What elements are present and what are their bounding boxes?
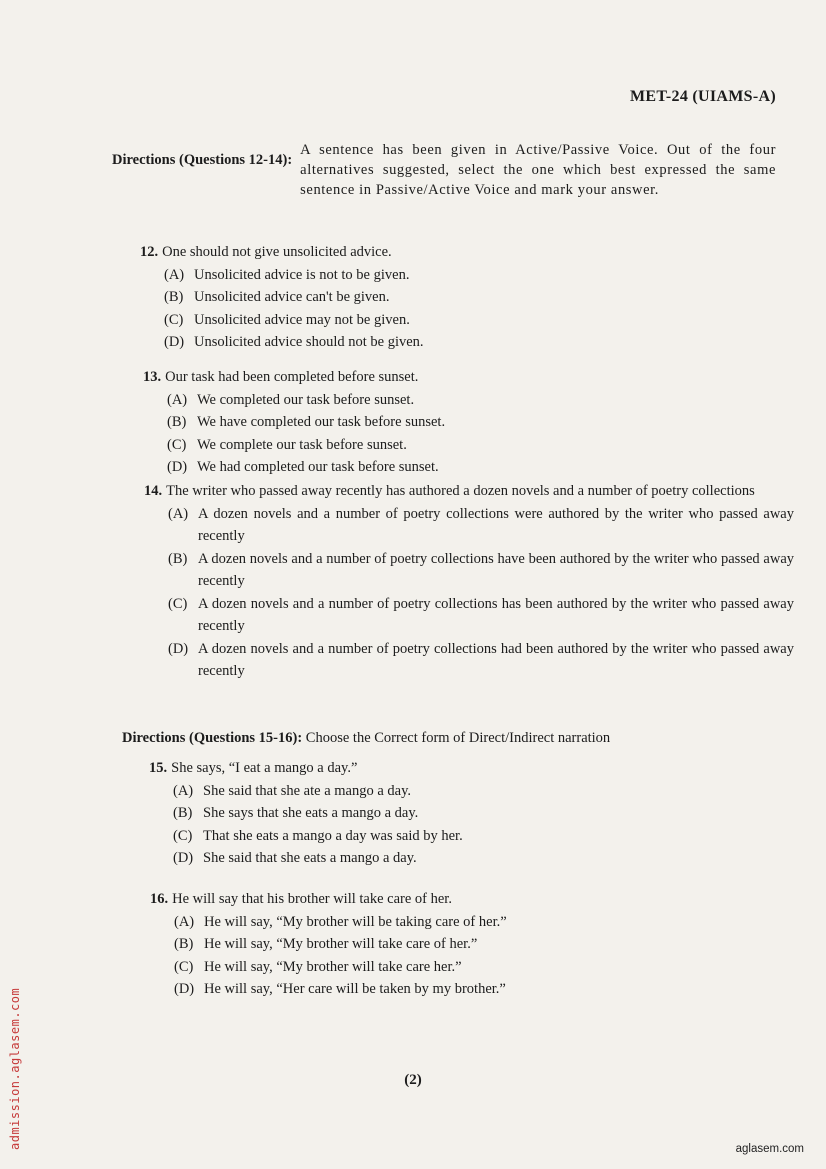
question-number: 15.	[149, 760, 168, 776]
option-letter: (A)	[168, 505, 189, 522]
option-text: He will say, “Her care will be taken by my brother.”	[204, 981, 506, 997]
option-letter: (B)	[164, 289, 184, 305]
option-c	[173, 825, 629, 848]
question-number: 16.	[150, 891, 169, 907]
option-b	[167, 411, 623, 434]
option-letter: (B)	[168, 550, 188, 567]
option-text: We completed our task before sunset.	[197, 391, 415, 408]
option-text: We had completed our task before sunset.	[197, 459, 439, 475]
question-stem: Our task had been completed before sunset.	[165, 369, 419, 385]
option-b	[174, 933, 630, 956]
option-letter: (B)	[174, 936, 194, 952]
option-text: Unsolicited advice should not be given.	[194, 334, 424, 350]
option-text: A dozen novels and a number of poetry collections were authored by the writer who passed away recently	[198, 505, 794, 544]
option-letter: (D)	[164, 334, 185, 350]
option-letter: (A)	[174, 913, 195, 930]
option-text: That she eats a mango a day was said by her.	[203, 827, 463, 844]
option-c	[168, 593, 794, 638]
option-letter: (D)	[173, 850, 194, 866]
option-letter: (B)	[167, 414, 187, 430]
option-letter: (A)	[173, 782, 194, 799]
directions-narration-text: Choose the Correct form of Direct/Indirect narration	[305, 730, 611, 746]
option-c	[164, 309, 620, 332]
option-b	[164, 286, 620, 309]
option-text: He will say, “My brother will be taking care of her.”	[204, 913, 507, 930]
question-14	[144, 480, 794, 683]
option-letter: (A)	[167, 391, 188, 408]
question-number: 14.	[144, 483, 163, 499]
option-b	[168, 548, 794, 593]
page-number: (2)	[404, 1072, 422, 1088]
option-text: Unsolicited advice is not to be given.	[194, 266, 410, 283]
option-text: A dozen novels and a number of poetry collections have been authored by the writer who passed away recently	[198, 550, 794, 589]
directions-voice-heading: Directions (Questions 12-14):	[112, 152, 293, 168]
question-16	[150, 888, 630, 1001]
option-d	[167, 456, 623, 479]
watermark-vertical: admission.aglasem.com	[8, 987, 22, 1150]
question-stem: He will say that his brother will take care of her.	[172, 891, 452, 907]
option-a	[173, 780, 629, 803]
option-c	[174, 956, 630, 979]
option-text: She said that she ate a mango a day.	[203, 782, 412, 799]
option-a	[174, 911, 630, 934]
option-letter: (C)	[167, 436, 187, 453]
option-d	[164, 331, 620, 354]
option-a	[164, 264, 620, 287]
option-b	[173, 802, 629, 825]
option-d	[174, 978, 630, 1001]
option-letter: (C)	[168, 595, 188, 612]
directions-narration-heading: Directions (Questions 15-16):	[122, 730, 303, 746]
option-a	[167, 389, 623, 412]
question-stem: The writer who passed away recently has authored a dozen novels and a number of poetry collections	[166, 483, 755, 499]
option-text: He will say, “My brother will take care of her.”	[204, 936, 478, 952]
question-13	[143, 366, 623, 479]
option-text: We complete our task before sunset.	[197, 436, 407, 453]
option-text: Unsolicited advice can't be given.	[194, 289, 390, 305]
question-12	[140, 241, 620, 354]
option-text: We have completed our task before sunset.	[197, 414, 446, 430]
option-text: She says that she eats a mango a day.	[203, 805, 419, 821]
option-letter: (C)	[174, 958, 194, 975]
option-text: Unsolicited advice may not be given.	[194, 311, 410, 328]
option-text: She said that she eats a mango a day.	[203, 850, 417, 866]
option-c	[167, 434, 623, 457]
option-d	[173, 847, 629, 870]
option-letter: (C)	[164, 311, 184, 328]
option-letter: (D)	[167, 459, 188, 475]
option-text: A dozen novels and a number of poetry collections had been authored by the writer who passed away recently	[198, 640, 794, 679]
watermark-corner: aglasem.com	[735, 1143, 804, 1155]
option-letter: (B)	[173, 805, 193, 821]
question-stem: One should not give unsolicited advice.	[162, 244, 392, 260]
paper-code: MET-24 (UIAMS-A)	[630, 88, 776, 105]
directions-voice	[112, 140, 776, 200]
directions-narration	[122, 728, 786, 748]
question-stem: She says, “I eat a mango a day.”	[171, 760, 358, 776]
option-text: He will say, “My brother will take care her.”	[204, 958, 462, 975]
question-15	[149, 757, 629, 870]
question-number: 13.	[143, 369, 162, 385]
option-d	[168, 638, 794, 683]
option-letter: (D)	[174, 981, 195, 997]
option-letter: (C)	[173, 827, 193, 844]
directions-voice-text: A sentence has been given in Active/Passive Voice. Out of the four alternatives suggested, select the one which best expressed the same sentence in Passive/Active Voice and mark your answer.	[300, 142, 776, 198]
option-text: A dozen novels and a number of poetry collections has been authored by the writer who passed away recently	[198, 595, 794, 634]
option-letter: (A)	[164, 266, 185, 283]
option-letter: (D)	[168, 640, 189, 657]
option-a	[168, 503, 794, 548]
question-number: 12.	[140, 244, 159, 260]
